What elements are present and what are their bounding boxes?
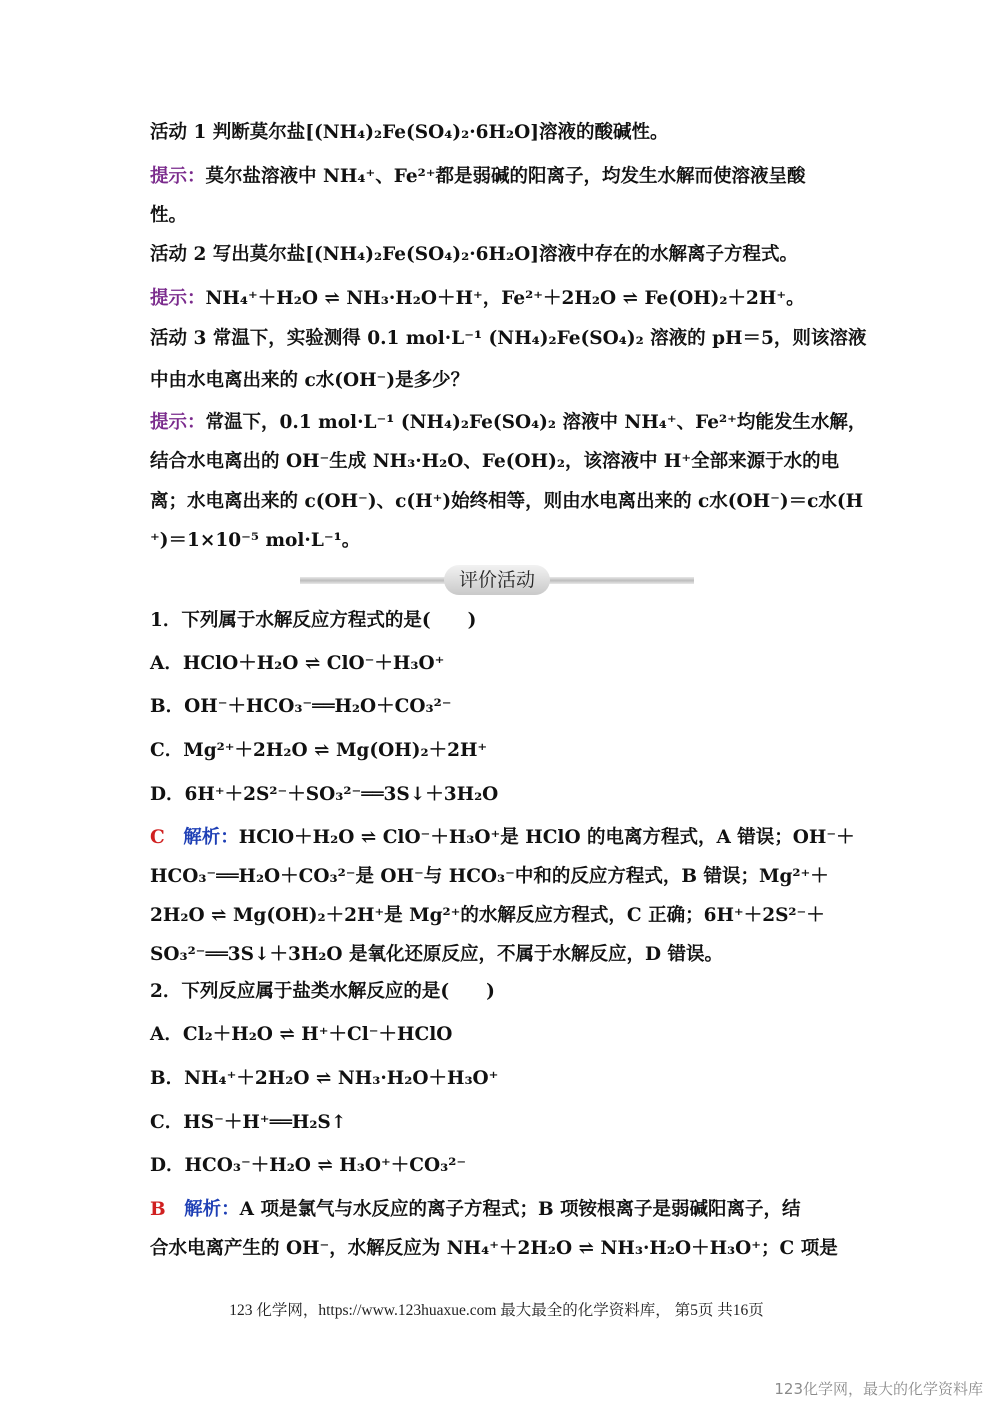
activity-1 bbox=[150, 120, 873, 146]
hint-3-text-1: 常温下，0.1 mol·L⁻¹ (NH₄)₂Fe(SO₄)₂ 溶液中 NH₄⁺、Fe²⁺均能发生水解， bbox=[205, 412, 867, 433]
activity-2-text: 写出莫尔盐[(NH₄)₂Fe(SO₄)₂·6H₂O]溶液中存在的水解离子方程式。 bbox=[206, 244, 798, 265]
hint-1-line-2 bbox=[150, 203, 873, 229]
option-text: D．6H⁺＋2S²⁻＋SO₃²⁻══3S↓＋3H₂O bbox=[150, 784, 499, 805]
answer-1-text-2: HCO₃⁻══H₂O＋CO₃²⁻是 OH⁻与 HCO₃⁻中和的反应方程式，B 错误；Mg²⁺＋ bbox=[150, 866, 829, 887]
question-1-option-a bbox=[150, 651, 873, 677]
answer-1-tag: 解析： bbox=[183, 827, 239, 848]
answer-1-line-2 bbox=[150, 864, 873, 890]
question-1-option-d bbox=[150, 782, 873, 808]
option-text: B．OH⁻＋HCO₃⁻══H₂O＋CO₃²⁻ bbox=[150, 696, 452, 717]
question-1-option-b bbox=[150, 694, 873, 720]
watermark: 123化学网，最大的化学资料库 bbox=[774, 1380, 983, 1398]
answer-1-text-1: HClO＋H₂O ⇌ ClO⁻＋H₃O⁺是 HClO 的电离方程式，A 错误；OH⁻＋ bbox=[238, 827, 855, 848]
answer-1-text-4: SO₃²⁻══3S↓＋3H₂O 是氧化还原反应，不属于水解反应，D 错误。 bbox=[150, 944, 723, 965]
answer-2-line-1 bbox=[150, 1197, 873, 1223]
question-1-option-c bbox=[150, 738, 873, 764]
activity-3-text-1: 常温下，实验测得 0.1 mol·L⁻¹ (NH₄)₂Fe(SO₄)₂ 溶液的 pH＝5，则该溶液 bbox=[206, 328, 867, 349]
question-1 bbox=[150, 608, 873, 634]
option-text: A．HClO＋H₂O ⇌ ClO⁻＋H₃O⁺ bbox=[150, 653, 445, 674]
answer-1-line-4 bbox=[150, 942, 873, 968]
hint-2-text: NH₄⁺＋H₂O ⇌ NH₃·H₂O＋H⁺，Fe²⁺＋2H₂O ⇌ Fe(OH)₂＋2H⁺。 bbox=[205, 288, 805, 309]
answer-1-text-3: 2H₂O ⇌ Mg(OH)₂＋2H⁺是 Mg²⁺的水解反应方程式，C 正确；6H⁺＋2S²⁻＋ bbox=[150, 905, 825, 926]
activity-2-label: 活动 2 bbox=[150, 244, 207, 265]
answer-2-letter: B bbox=[150, 1199, 166, 1220]
question-1-text: 1．下列属于水解反应方程式的是( ) bbox=[150, 610, 477, 631]
hint-3-line-1 bbox=[150, 410, 873, 436]
option-text: A．Cl₂＋H₂O ⇌ H⁺＋Cl⁻＋HClO bbox=[150, 1024, 453, 1045]
hint-1-text-2: 性。 bbox=[150, 205, 188, 226]
answer-2-tag: 解析： bbox=[184, 1199, 240, 1220]
question-2-option-b bbox=[150, 1066, 873, 1092]
option-text: B．NH₄⁺＋2H₂O ⇌ NH₃·H₂O＋H₃O⁺ bbox=[150, 1068, 499, 1089]
section-divider bbox=[300, 571, 694, 591]
hint-3-text-2: 结合水电离出的 OH⁻生成 NH₃·H₂O、Fe(OH)₂，该溶液中 H⁺全部来源于水的电 bbox=[150, 451, 840, 472]
divider-title: 评价活动 bbox=[444, 565, 550, 595]
answer-1-letter: C bbox=[150, 827, 165, 848]
question-2-option-d bbox=[150, 1153, 873, 1179]
hint-1-label: 提示： bbox=[150, 166, 206, 187]
hint-3-line-2 bbox=[150, 449, 873, 475]
activity-1-text: 判断莫尔盐[(NH₄)₂Fe(SO₄)₂·6H₂O]溶液的酸碱性。 bbox=[206, 122, 669, 143]
hint-3-text-4: ⁺)＝1×10⁻⁵ mol·L⁻¹。 bbox=[150, 530, 361, 551]
answer-1-line-3 bbox=[150, 903, 873, 929]
hint-3-line-3 bbox=[150, 489, 873, 515]
answer-2-text-1: A 项是氯气与水反应的离子方程式；B 项铵根离子是弱碱阳离子，结 bbox=[239, 1199, 801, 1220]
answer-2-line-2 bbox=[150, 1236, 873, 1262]
option-text: C．Mg²⁺＋2H₂O ⇌ Mg(OH)₂＋2H⁺ bbox=[150, 740, 488, 761]
question-2-option-c bbox=[150, 1110, 873, 1136]
hint-3-text-3: 离；水电离出来的 c(OH⁻)、c(H⁺)始终相等，则由水电离出来的 c水(OH⁻)＝c水(H bbox=[150, 491, 864, 512]
question-2-option-a bbox=[150, 1022, 873, 1048]
activity-2 bbox=[150, 242, 873, 268]
answer-1-line-1 bbox=[150, 825, 873, 851]
option-text: C．HS⁻＋H⁺══H₂S↑ bbox=[150, 1112, 347, 1133]
activity-1-label: 活动 1 bbox=[150, 122, 207, 143]
hint-1-text-1: 莫尔盐溶液中 NH₄⁺、Fe²⁺都是弱碱的阳离子，均发生水解而使溶液呈酸 bbox=[205, 166, 806, 187]
answer-2-text-2: 合水电离产生的 OH⁻，水解反应为 NH₄⁺＋2H₂O ⇌ NH₃·H₂O＋H₃O⁺；C 项是 bbox=[150, 1238, 838, 1259]
activity-3-line-2 bbox=[150, 368, 873, 394]
question-2-text: 2．下列反应属于盐类水解反应的是( ) bbox=[150, 981, 495, 1002]
question-2 bbox=[150, 979, 873, 1005]
activity-3-line-1 bbox=[150, 326, 873, 352]
hint-2 bbox=[150, 286, 873, 312]
hint-3-label: 提示： bbox=[150, 412, 206, 433]
hint-2-label: 提示： bbox=[150, 288, 206, 309]
page-footer: 123 化学网，https://www.123huaxue.com 最大最全的化学资料库， 第5页 共16页 bbox=[229, 1302, 764, 1319]
activity-3-label: 活动 3 bbox=[150, 328, 207, 349]
option-text: D．HCO₃⁻＋H₂O ⇌ H₃O⁺＋CO₃²⁻ bbox=[150, 1155, 467, 1176]
activity-3-text-2: 中由水电离出来的 c水(OH⁻)是多少？ bbox=[150, 370, 470, 391]
hint-3-line-4 bbox=[150, 528, 873, 554]
hint-1-line-1 bbox=[150, 164, 873, 190]
